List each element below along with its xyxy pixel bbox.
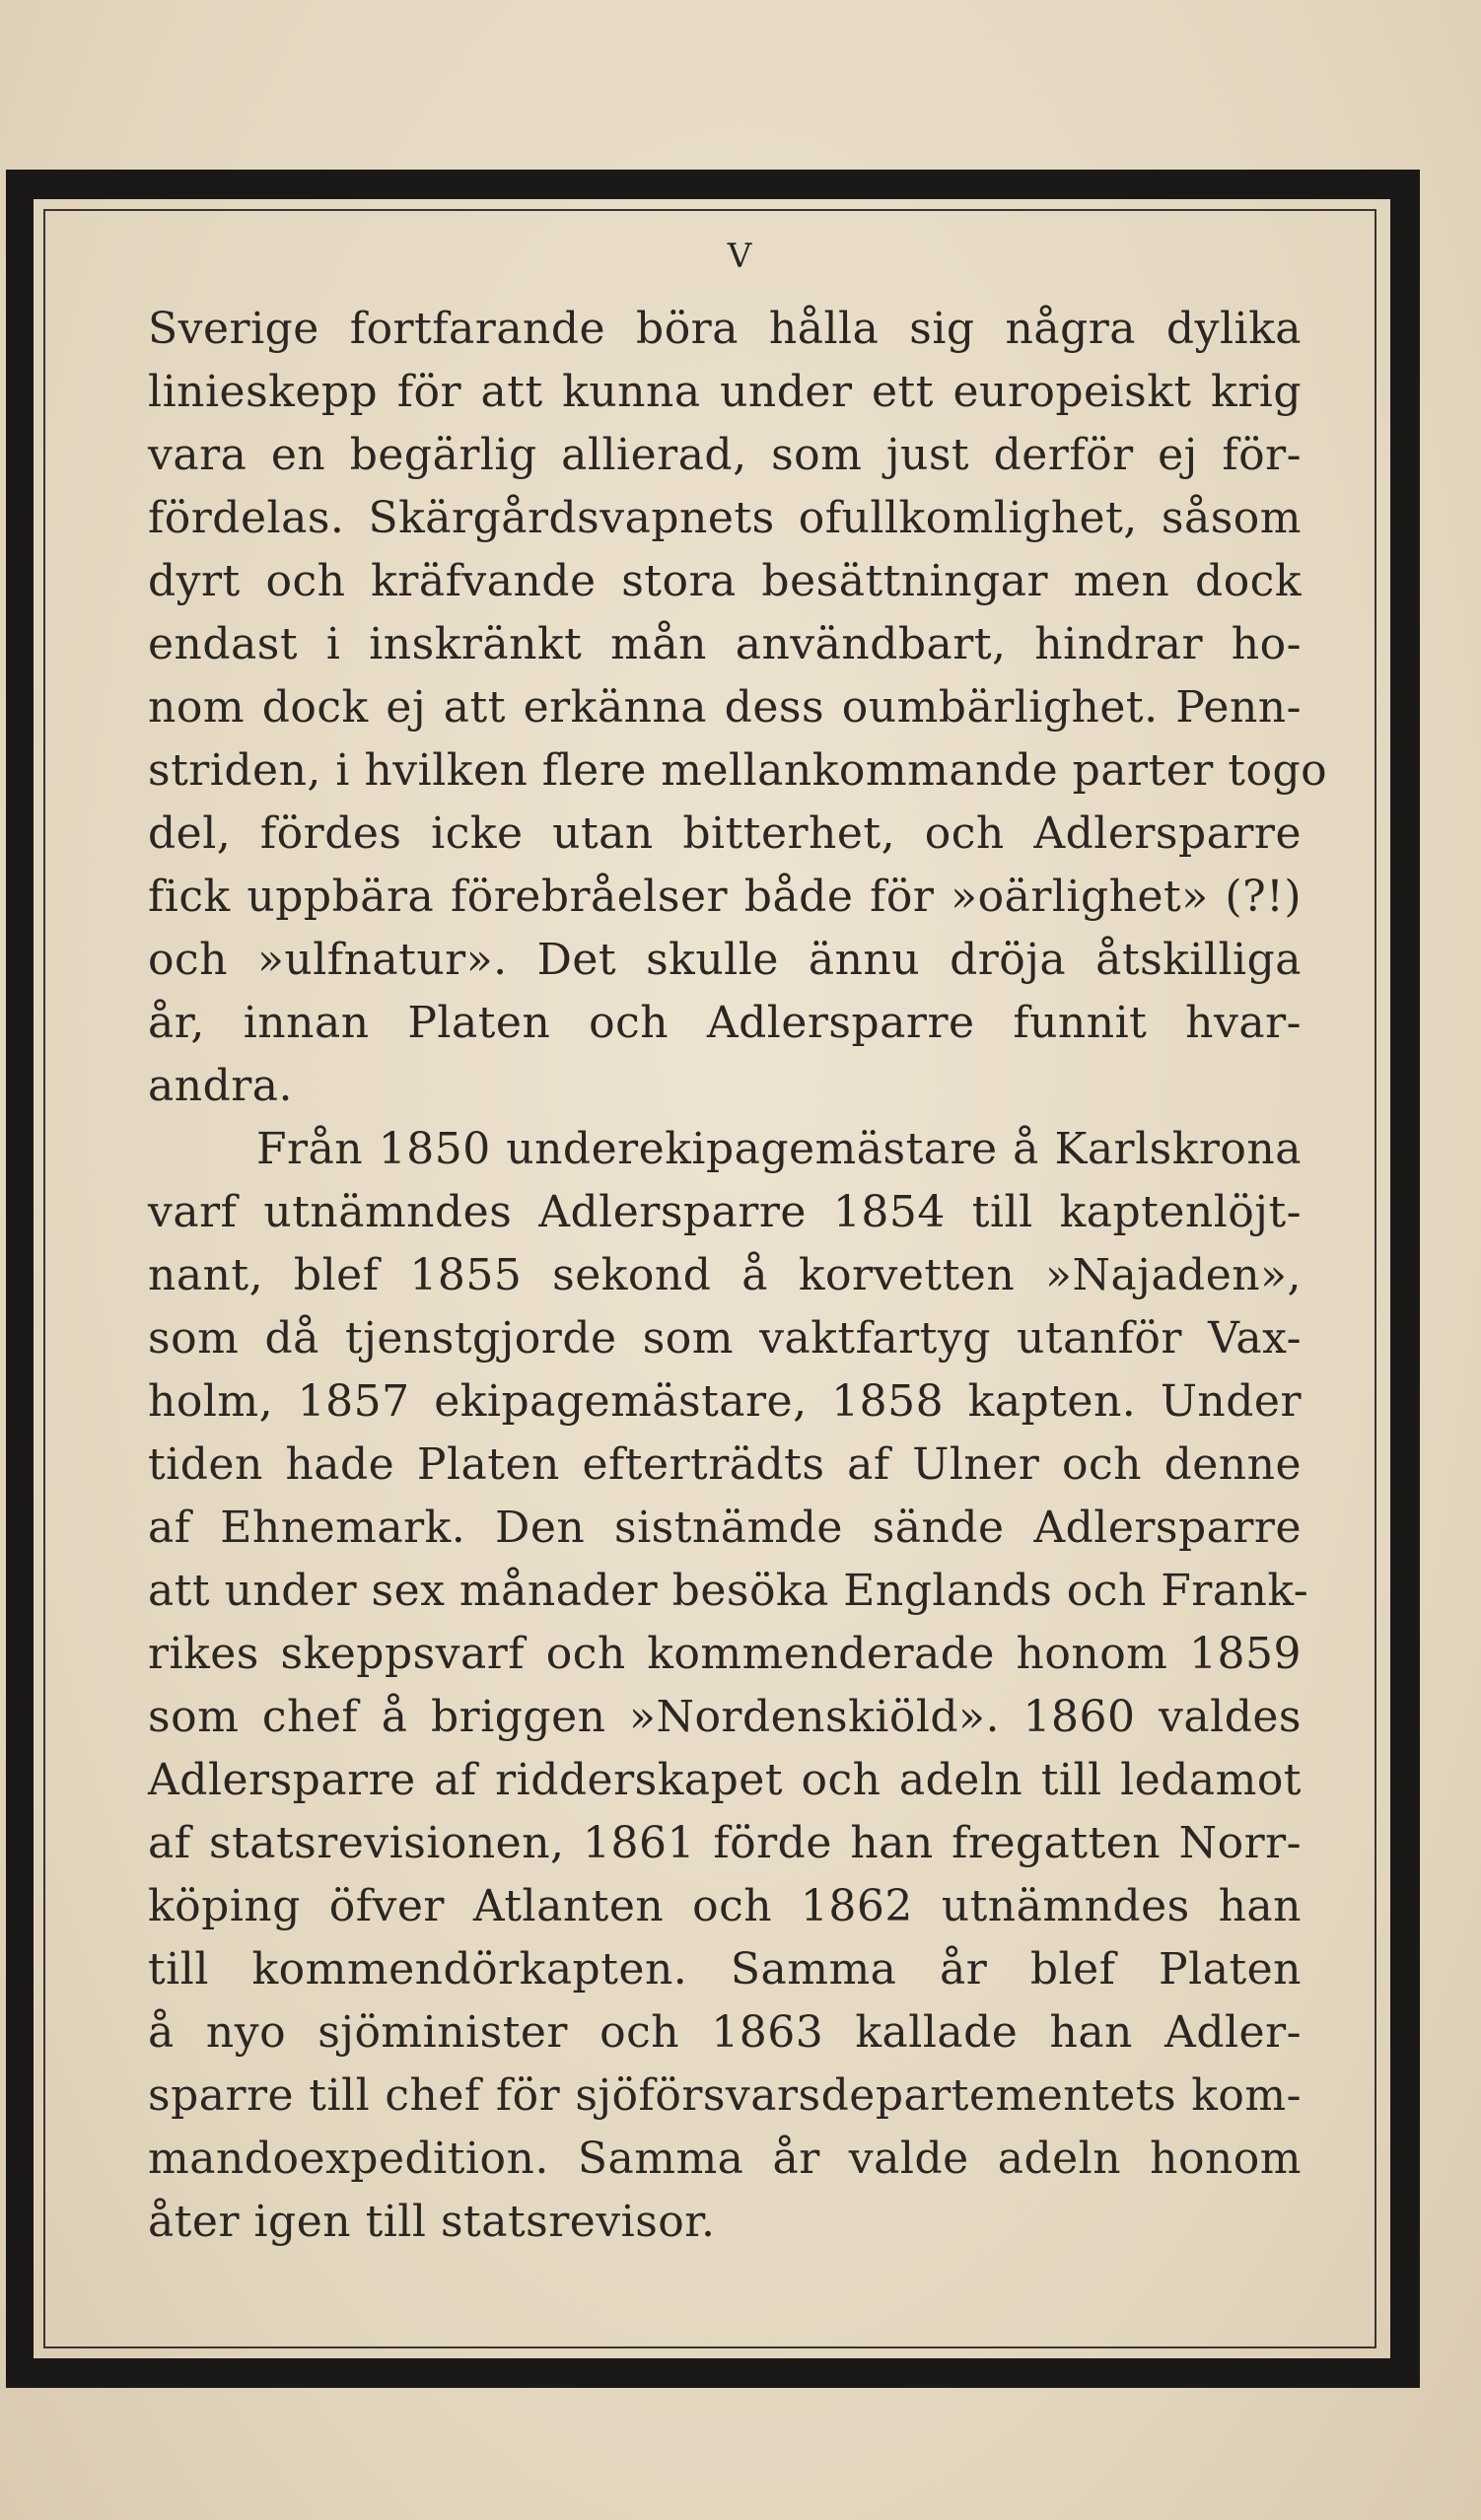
text-line: linieskepp för att kunna under ett europeiskt krig xyxy=(148,367,1302,417)
body-text xyxy=(148,298,1328,2254)
text-line: åter igen till statsrevisor. xyxy=(148,2197,716,2247)
text-line: som chef å briggen »Nordenskiöld». 1860 valdes xyxy=(148,1692,1302,1742)
text-line: fördelas. Skärgårdsvapnets ofullkomlighet, såsom xyxy=(148,493,1302,543)
text-line: andra. xyxy=(148,1061,293,1111)
text-line: Adlersparre af ridderskapet och adeln till ledamot xyxy=(148,1755,1302,1805)
text-line: å nyo sjöminister och 1863 kallade han Adler- xyxy=(148,2007,1302,2058)
text-line: köping öfver Atlanten och 1862 utnämndes han xyxy=(148,1881,1302,1931)
text-line: varf utnämndes Adlersparre 1854 till kaptenlöjt- xyxy=(148,1187,1302,1237)
text-line: år, innan Platen och Adlersparre funnit hvar- xyxy=(148,998,1302,1048)
page-number: V xyxy=(727,237,754,276)
text-line: nant, blef 1855 sekond å korvetten »Najaden», xyxy=(148,1250,1302,1300)
text-line: vara en begärlig allierad, som just derför ej för- xyxy=(148,430,1302,480)
text-line: att under sex månader besöka Englands och Frank- xyxy=(148,1566,1309,1616)
text-line: som då tjenstgjorde som vaktfartyg utanför Vax- xyxy=(148,1313,1302,1364)
text-line: fick uppbära förebråelser både för »oärlighet» (?!) xyxy=(148,872,1302,922)
text-line: holm, 1857 ekipagemästare, 1858 kapten. Under xyxy=(148,1376,1302,1427)
text-line: Från 1850 underekipagemästare å Karlskrona xyxy=(256,1124,1302,1174)
text-line: Sverige fortfarande böra hålla sig några dylika xyxy=(148,304,1302,354)
text-line: nom dock ej att erkänna dess oumbärlighet. Penn- xyxy=(148,682,1302,733)
text-line: sparre till chef för sjöförsvarsdepartementets kom- xyxy=(148,2070,1302,2121)
text-line: mandoexpedition. Samma år valde adeln honom xyxy=(148,2134,1302,2184)
text-line: och »ulfnatur». Det skulle ännu dröja åtskilliga xyxy=(148,935,1302,985)
text-line: del, fördes icke utan bitterhet, och Adlersparre xyxy=(148,808,1302,859)
text-line: af Ehnemark. Den sistnämde sände Adlersparre xyxy=(148,1503,1302,1553)
text-line: striden, i hvilken flere mellankommande parter togo xyxy=(148,745,1328,796)
text-line: tiden hade Platen efterträdts af Ulner och denne xyxy=(148,1439,1302,1490)
text-line: af statsrevisionen, 1861 förde han fregatten Norr- xyxy=(148,1818,1302,1868)
text-line: rikes skeppsvarf och kommenderade honom 1859 xyxy=(148,1629,1302,1679)
text-line: endast i inskränkt mån användbart, hindrar ho- xyxy=(148,619,1302,669)
text-line: dyrt och kräfvande stora besättningar men dock xyxy=(148,556,1302,606)
text-line: till kommendörkapten. Samma år blef Platen xyxy=(148,1944,1302,1995)
